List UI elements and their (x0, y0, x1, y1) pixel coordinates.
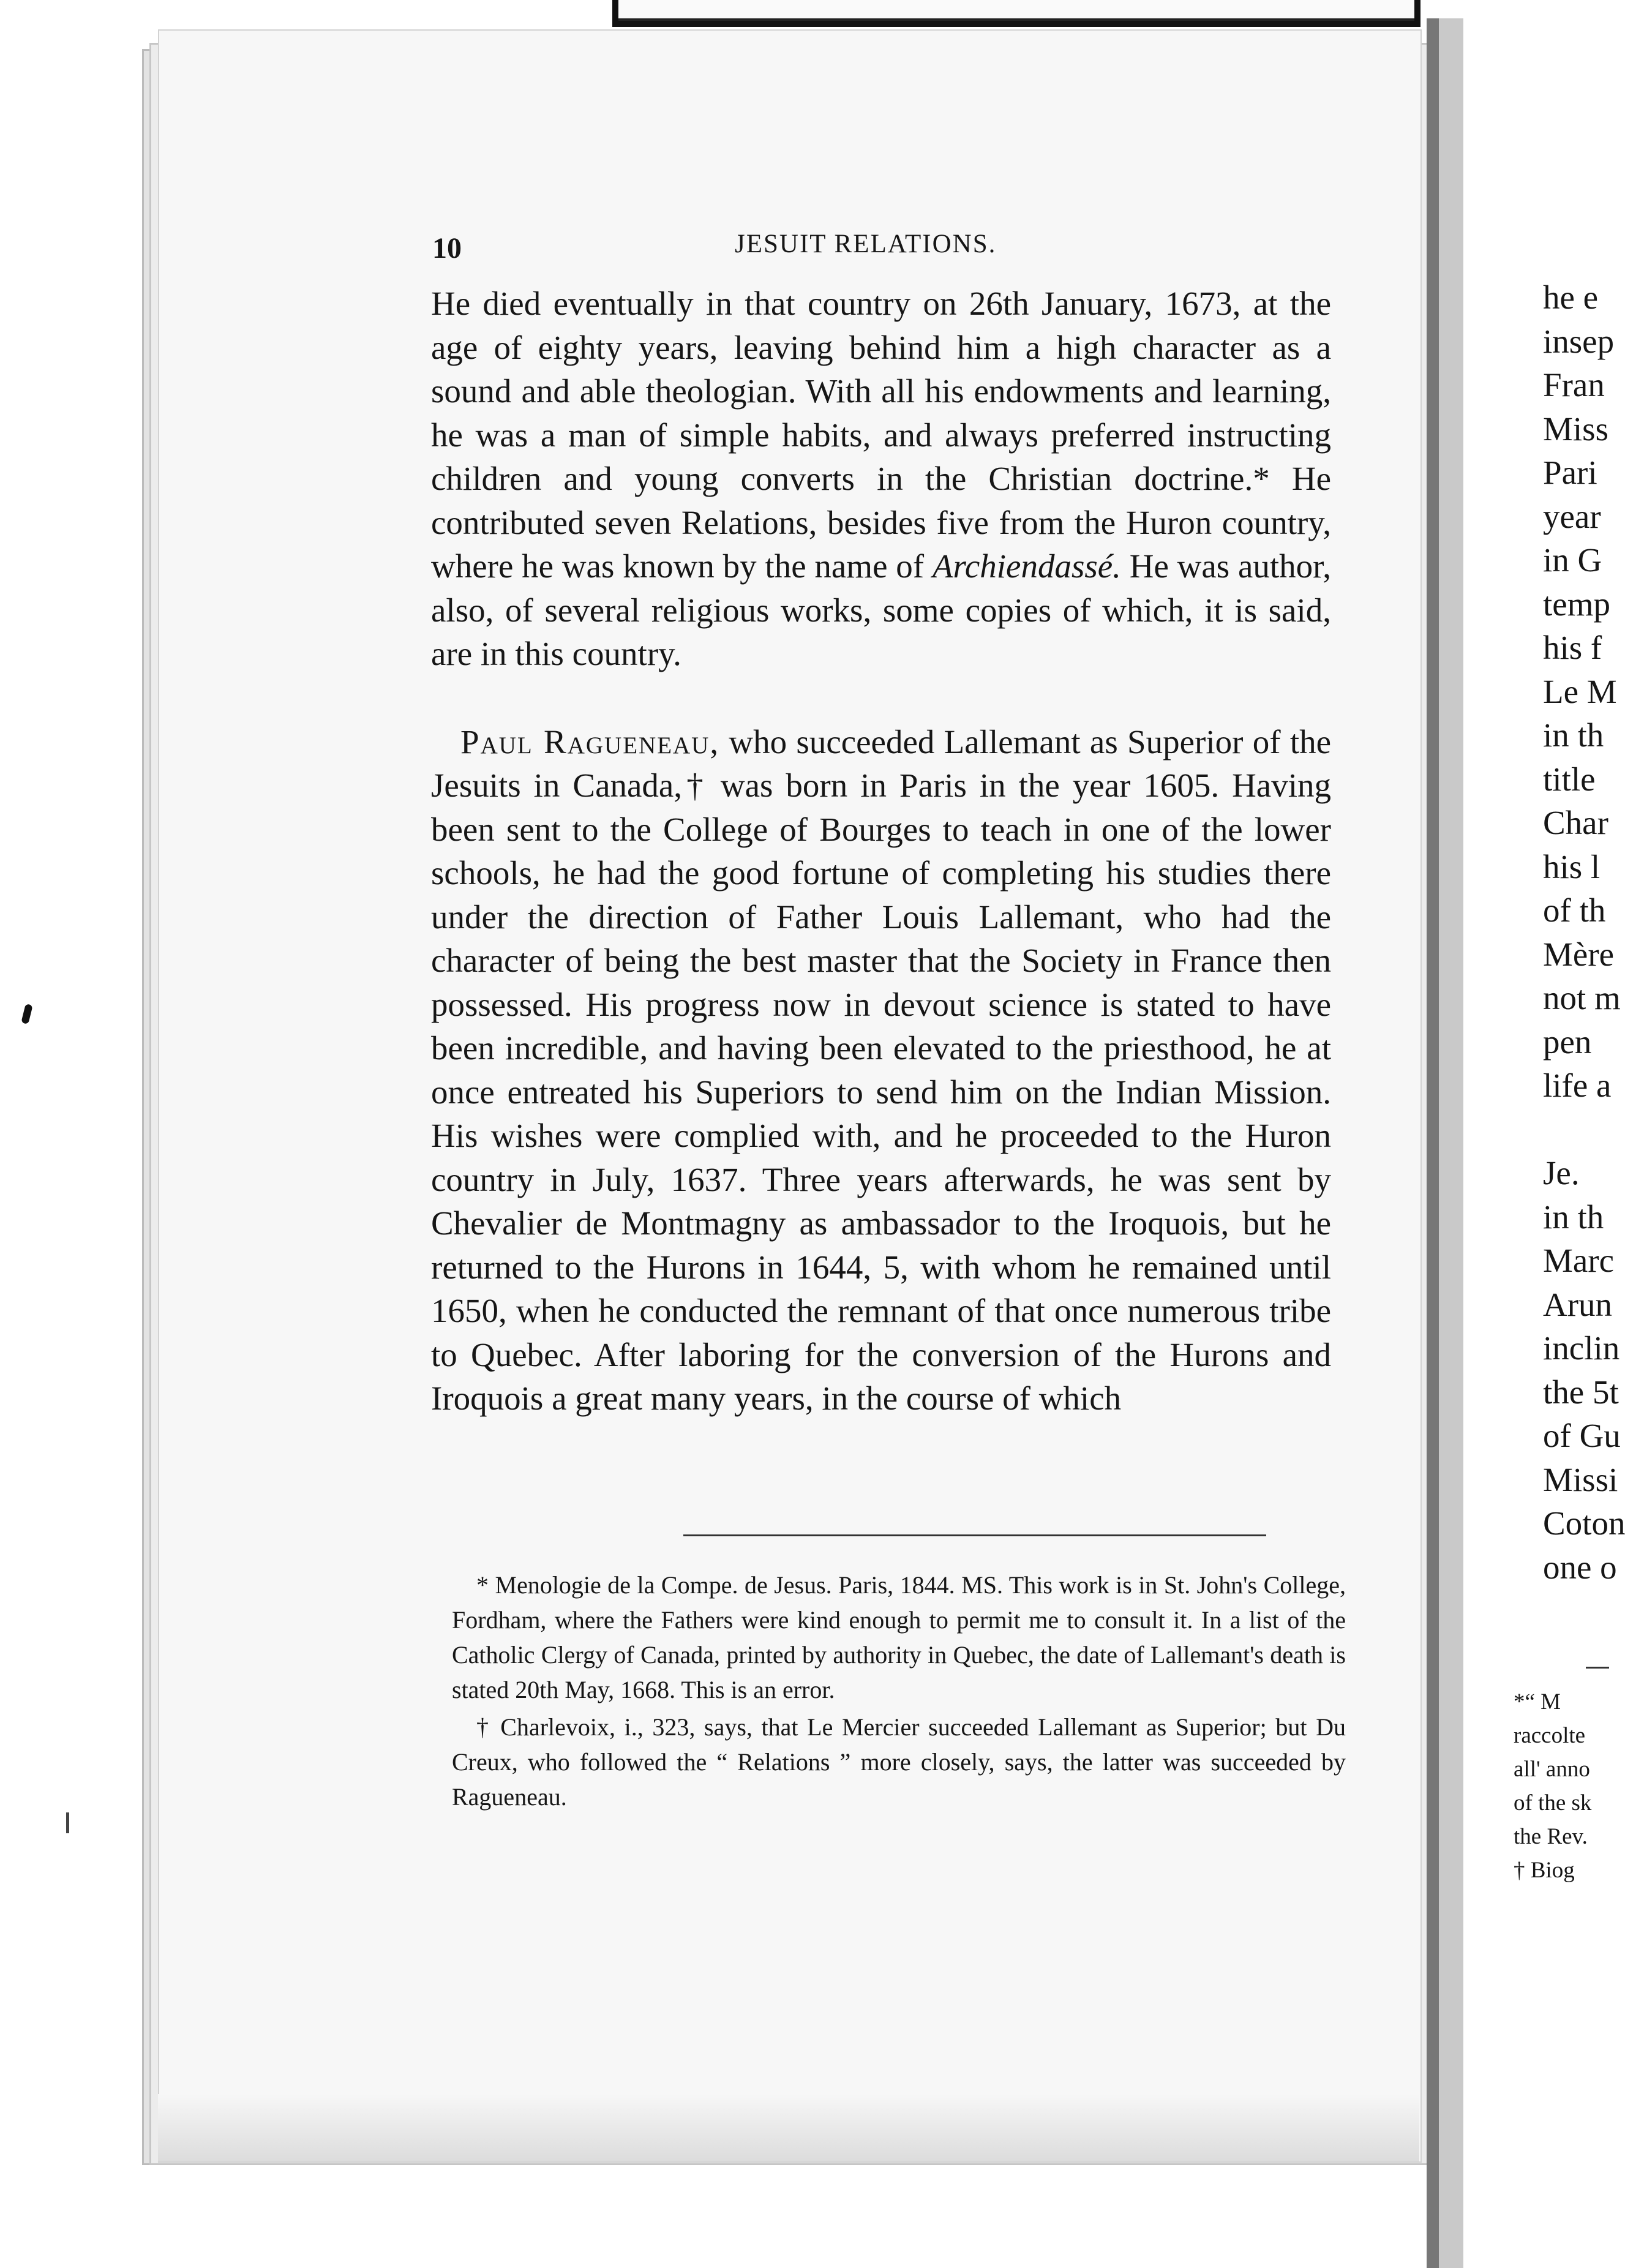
paragraph (431, 720, 1331, 1421)
facing-footnote-rule (1586, 1667, 1609, 1669)
paragraph (431, 282, 1331, 676)
facing-line: pen (1543, 1023, 1592, 1061)
facing-line: Marc (1543, 1242, 1615, 1279)
footnote-rule (683, 1534, 1266, 1536)
facing-line: life a (1543, 1067, 1612, 1104)
facing-line: one o (1543, 1548, 1617, 1586)
facing-line: inclin (1543, 1329, 1620, 1367)
facing-line: in th (1543, 1198, 1604, 1236)
footnote: † Charlevoix, i., 323, says, that Le Mercier succeeded Lallemant as Superior; but Du Creux, who followed the “ Relations ” more closely, says, the latter was succeeded by Ragueneau. (452, 1713, 1346, 1811)
footnotes (452, 1568, 1346, 1814)
facing-line: he e (1543, 279, 1599, 316)
facing-line: Coton (1543, 1504, 1625, 1542)
facing-note-line: all' anno (1514, 1757, 1590, 1782)
facing-line: title (1543, 760, 1596, 798)
person-name: Paul Ragueneau, (460, 723, 720, 760)
book-spine (1427, 18, 1439, 2268)
footnote: * Menologie de la Compe. de Jesus. Paris, 1844. MS. This work is in St. John's College, Fordham, where the Fathers were kind enough to permit me to consult it. In a list of the Catholic Clergy of Canada, printed by authority in Quebec, the date of Lallemant's death is stated 20th May, 1668. This is an error. (452, 1571, 1346, 1703)
facing-line: Char (1543, 804, 1608, 841)
facing-page-notes (1514, 1685, 1609, 1887)
facing-line: Le M (1543, 672, 1617, 710)
facing-line: his f (1543, 629, 1602, 666)
facing-line: Je. (1543, 1154, 1580, 1192)
facing-line: in G (1543, 541, 1602, 579)
facing-line: Pari (1543, 454, 1597, 491)
facing-line: temp (1543, 585, 1610, 623)
page-shadow (158, 2094, 1419, 2161)
main-text (431, 282, 1331, 1421)
paragraph-text: He died eventually in that country on 26th January, 1673, at the age of eighty years, leaving behind him a high character as a sound and able theologian. With all his endowments and learning, he was a man of simple habits, and always preferred instructing children and young converts in the Christian doctrine.* He contributed seven Relations, besides five from the Huron country, where he was known by the name of (431, 285, 1331, 585)
facing-line: not m (1543, 979, 1621, 1016)
facing-note-line: the Rev. (1514, 1824, 1588, 1849)
facing-line: of Gu (1543, 1417, 1621, 1454)
facing-note-line: † Biog (1514, 1858, 1575, 1883)
facing-line: the 5t (1543, 1373, 1619, 1411)
book-gutter (1439, 18, 1463, 2268)
facing-note-line: of the sk (1514, 1790, 1592, 1816)
facing-line: Miss (1543, 410, 1608, 448)
facing-line: of th (1543, 892, 1606, 929)
scan-background (0, 0, 122, 2268)
facing-line: Fran (1543, 366, 1605, 404)
facing-line: Mère (1543, 935, 1615, 973)
page-number: 10 (432, 232, 462, 265)
running-title: JESUIT RELATIONS. (735, 230, 997, 258)
paragraph-text: He was author, also, of several religious works, some copies of which, it is said, are in this country. (431, 547, 1331, 672)
facing-line: year (1543, 497, 1601, 535)
facing-line: in th (1543, 716, 1604, 754)
facing-line: his l (1543, 847, 1601, 885)
scan-artifact (66, 1812, 69, 1833)
book-top-edge (618, 0, 1414, 21)
facing-page-text (1543, 276, 1625, 1589)
facing-note-line: raccolte (1514, 1723, 1586, 1748)
paragraph-text: who succeeded Lallemant as Superior of the Jesuits in Canada,† was born in Paris in the year 1605. Having been sent to the College of Bourges to teach in one of the lower schools, he had the good fortune of completing his studies there under the direction of Father Louis Lallemant, who had the character of being the best master that the Society in France then possessed. His progress now in devout science is stated to have been incredible, and having been elevated to the priesthood, he at once entreated his Superiors to send him on the Indian Mission. His wishes were complied with, and he proceeded to the Huron country in July, 1637. Three years afterwards, he was sent by Chevalier de Montmagny as ambassador to the Iroquois, but he returned to the Hurons in 1644, 5, with whom he remained until 1650, when he conducted the remnant of that once numerous tribe to Quebec. After laboring for the conversion of the Hurons and Iroquois a great many years, in the course of which (431, 723, 1332, 1417)
facing-line (1543, 1108, 1609, 1152)
facing-line: Missi (1543, 1460, 1618, 1498)
facing-note-line: *“ M (1514, 1689, 1561, 1714)
facing-line: Arun (1543, 1285, 1613, 1323)
facing-line: insep (1543, 322, 1615, 360)
huron-name: Archiendassé. (932, 547, 1121, 585)
